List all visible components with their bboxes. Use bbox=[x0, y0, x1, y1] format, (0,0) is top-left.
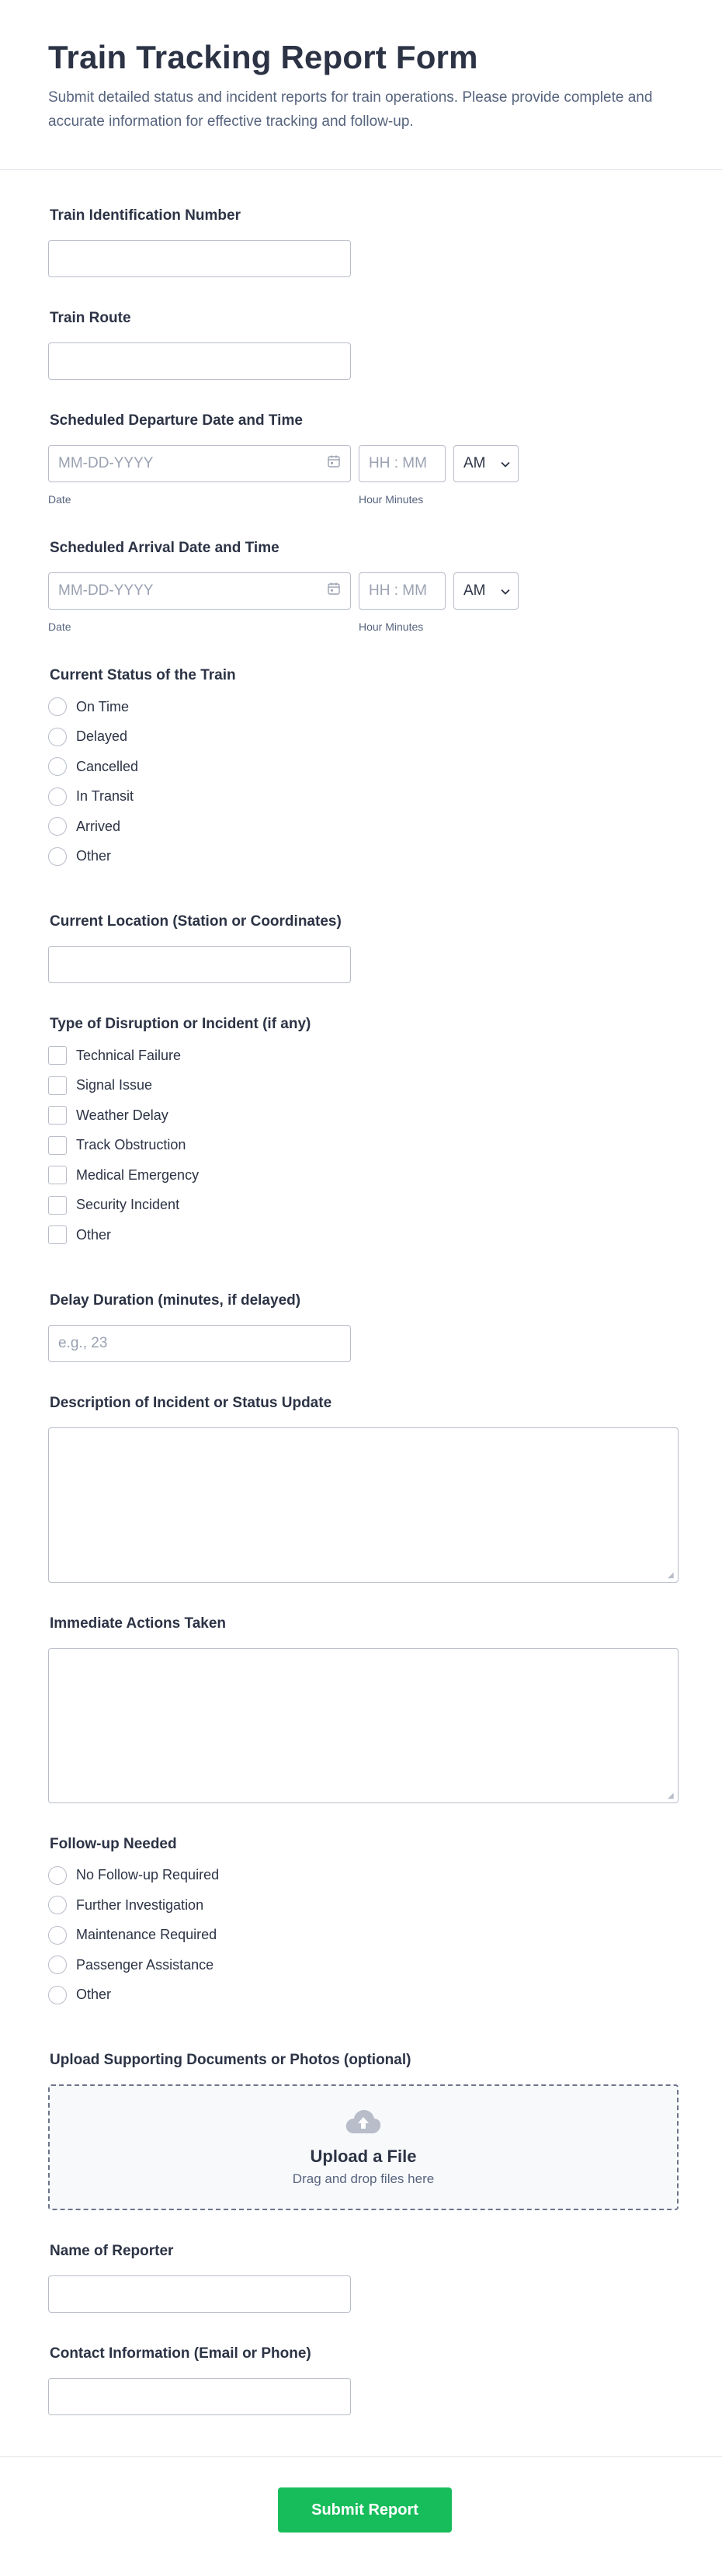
disruption-option[interactable] bbox=[48, 1220, 674, 1250]
calendar-icon[interactable] bbox=[327, 454, 341, 473]
radio-button[interactable] bbox=[48, 1926, 67, 1945]
departure-time-placeholder: HH : MM bbox=[369, 455, 427, 471]
resize-handle-icon[interactable]: ◢ bbox=[668, 1570, 674, 1580]
option-label: Maintenance Required bbox=[76, 1927, 217, 1943]
actions-textarea[interactable] bbox=[48, 1648, 679, 1803]
checkbox[interactable] bbox=[48, 1196, 67, 1215]
option-label: Other bbox=[76, 848, 112, 864]
status-option[interactable] bbox=[48, 722, 674, 753]
field-followup bbox=[48, 1836, 674, 2011]
status-option[interactable] bbox=[48, 752, 674, 782]
followup-options bbox=[48, 1861, 674, 2011]
departure-date-input[interactable] bbox=[48, 445, 351, 482]
checkbox[interactable] bbox=[48, 1046, 67, 1065]
departure-datetime-row bbox=[48, 445, 674, 506]
description-textarea[interactable] bbox=[48, 1427, 679, 1583]
arrival-date-input[interactable] bbox=[48, 572, 351, 610]
form-footer bbox=[0, 2456, 722, 2576]
departure-ampm-select[interactable] bbox=[453, 445, 519, 482]
disruption-option[interactable] bbox=[48, 1100, 674, 1131]
field-description bbox=[48, 1395, 674, 1583]
arrival-date-placeholder: MM-DD-YYYY bbox=[58, 582, 154, 599]
disruption-option[interactable] bbox=[48, 1191, 674, 1221]
checkbox[interactable] bbox=[48, 1225, 67, 1244]
status-option[interactable] bbox=[48, 782, 674, 812]
upload-subtitle: Drag and drop files here bbox=[292, 2171, 435, 2186]
checkbox[interactable] bbox=[48, 1166, 67, 1184]
field-upload bbox=[48, 2052, 674, 2210]
disruption-option[interactable] bbox=[48, 1160, 674, 1191]
option-label: Medical Emergency bbox=[76, 1166, 200, 1183]
checkbox[interactable] bbox=[48, 1076, 67, 1095]
status-label: Current Status of the Train bbox=[50, 667, 236, 683]
arrival-datetime-row bbox=[48, 572, 674, 633]
field-location bbox=[48, 913, 674, 983]
field-actions bbox=[48, 1615, 674, 1803]
option-label: Track Obstruction bbox=[76, 1137, 186, 1153]
delay-label: Delay Duration (minutes, if delayed) bbox=[50, 1291, 301, 1309]
chevron-down-icon bbox=[501, 582, 510, 600]
option-label: Further Investigation bbox=[76, 1896, 204, 1913]
departure-label: Scheduled Departure Date and Time bbox=[50, 412, 303, 429]
disruption-option[interactable] bbox=[48, 1071, 674, 1101]
option-label: Security Incident bbox=[76, 1197, 180, 1213]
arrival-ampm-select[interactable] bbox=[453, 572, 519, 610]
followup-option[interactable] bbox=[48, 1861, 674, 1891]
arrival-time-sublabel: Hour Minutes bbox=[359, 621, 424, 633]
option-label: Delayed bbox=[76, 728, 128, 745]
form-header bbox=[0, 0, 722, 170]
form-subtitle: Submit detailed status and incident reports for train operations. Please provide complete and accurate information for effective tracking and follow-up. bbox=[48, 89, 653, 130]
calendar-icon[interactable] bbox=[327, 582, 341, 600]
cloud-upload-icon bbox=[345, 2108, 382, 2139]
followup-option[interactable] bbox=[48, 1950, 674, 1980]
disruption-option[interactable] bbox=[48, 1131, 674, 1161]
option-label: Weather Delay bbox=[76, 1107, 168, 1123]
radio-button[interactable] bbox=[48, 757, 67, 776]
upload-label: Upload Supporting Documents or Photos (optional) bbox=[50, 2052, 411, 2068]
submit-button[interactable]: Submit Report bbox=[278, 2487, 452, 2533]
arrival-label: Scheduled Arrival Date and Time bbox=[50, 540, 279, 556]
contact-label: Contact Information (Email or Phone) bbox=[50, 2345, 311, 2362]
arrival-date-group bbox=[48, 572, 351, 633]
followup-option[interactable] bbox=[48, 1980, 674, 2011]
radio-button[interactable] bbox=[48, 847, 67, 866]
radio-button[interactable] bbox=[48, 787, 67, 806]
train-id-label: Train Identification Number bbox=[50, 207, 241, 224]
actions-wrap bbox=[48, 1648, 679, 1803]
location-label: Current Location (Station or Coordinates) bbox=[50, 913, 342, 930]
field-train-route bbox=[48, 310, 674, 380]
train-route-label: Train Route bbox=[50, 310, 131, 326]
status-option[interactable] bbox=[48, 842, 674, 872]
departure-time-group bbox=[359, 445, 446, 506]
option-label: Other bbox=[76, 1226, 112, 1243]
field-delay bbox=[48, 1292, 674, 1362]
option-label: No Follow-up Required bbox=[76, 1867, 220, 1883]
followup-option[interactable] bbox=[48, 1890, 674, 1921]
field-arrival bbox=[48, 540, 674, 633]
radio-button[interactable] bbox=[48, 1866, 67, 1885]
followup-label: Follow-up Needed bbox=[50, 1835, 177, 1852]
option-label: Signal Issue bbox=[76, 1077, 153, 1093]
departure-date-sublabel: Date bbox=[48, 493, 71, 506]
radio-button[interactable] bbox=[48, 1955, 67, 1974]
arrival-ampm-value: AM bbox=[463, 582, 486, 599]
description-wrap bbox=[48, 1427, 679, 1583]
train-id-input[interactable] bbox=[48, 240, 351, 277]
option-label: In Transit bbox=[76, 788, 134, 805]
location-input[interactable] bbox=[48, 946, 351, 983]
arrival-time-input[interactable] bbox=[359, 572, 446, 610]
option-label: Other bbox=[76, 1987, 112, 2003]
delay-input[interactable] bbox=[48, 1325, 351, 1362]
description-label: Description of Incident or Status Update bbox=[50, 1394, 332, 1411]
field-reporter bbox=[48, 2243, 674, 2313]
field-train-id bbox=[48, 207, 674, 277]
field-contact bbox=[48, 2345, 674, 2415]
option-label: Technical Failure bbox=[76, 1047, 182, 1063]
radio-button[interactable] bbox=[48, 817, 67, 836]
arrival-time-group bbox=[359, 572, 446, 633]
reporter-input[interactable] bbox=[48, 2275, 351, 2313]
radio-button[interactable] bbox=[48, 697, 67, 716]
option-label: Passenger Assistance bbox=[76, 1956, 214, 1973]
field-disruption bbox=[48, 1016, 674, 1250]
field-departure bbox=[48, 412, 674, 506]
option-label: On Time bbox=[76, 698, 130, 714]
form-title: Train Tracking Report Form bbox=[48, 39, 478, 75]
departure-date-placeholder: MM-DD-YYYY bbox=[58, 455, 154, 471]
upload-dropzone[interactable] bbox=[48, 2084, 679, 2210]
departure-ampm-value: AM bbox=[463, 455, 486, 471]
departure-time-input[interactable] bbox=[359, 445, 446, 482]
reporter-label: Name of Reporter bbox=[50, 2243, 174, 2259]
radio-button[interactable] bbox=[48, 1986, 67, 2004]
disruption-option[interactable] bbox=[48, 1041, 674, 1071]
status-option[interactable] bbox=[48, 692, 674, 722]
form-content bbox=[0, 207, 722, 2415]
disruption-label: Type of Disruption or Incident (if any) bbox=[50, 1016, 311, 1032]
followup-option[interactable] bbox=[48, 1921, 674, 1951]
checkbox[interactable] bbox=[48, 1136, 67, 1155]
upload-title: Upload a File bbox=[310, 2146, 417, 2166]
departure-time-sublabel: Hour Minutes bbox=[359, 493, 424, 506]
resize-handle-icon[interactable]: ◢ bbox=[668, 1791, 674, 1800]
actions-label: Immediate Actions Taken bbox=[50, 1615, 227, 1632]
disruption-options bbox=[48, 1041, 674, 1250]
radio-button[interactable] bbox=[48, 1896, 67, 1914]
status-option[interactable] bbox=[48, 812, 674, 842]
arrival-date-sublabel: Date bbox=[48, 621, 71, 633]
status-options bbox=[48, 692, 674, 871]
arrival-time-placeholder: HH : MM bbox=[369, 582, 427, 599]
option-label: Cancelled bbox=[76, 758, 139, 774]
train-route-input[interactable] bbox=[48, 342, 351, 380]
checkbox[interactable] bbox=[48, 1106, 67, 1125]
departure-date-group bbox=[48, 445, 351, 506]
option-label: Arrived bbox=[76, 818, 121, 834]
chevron-down-icon bbox=[501, 455, 510, 472]
contact-input[interactable] bbox=[48, 2378, 351, 2415]
field-status bbox=[48, 667, 674, 871]
radio-button[interactable] bbox=[48, 728, 67, 746]
